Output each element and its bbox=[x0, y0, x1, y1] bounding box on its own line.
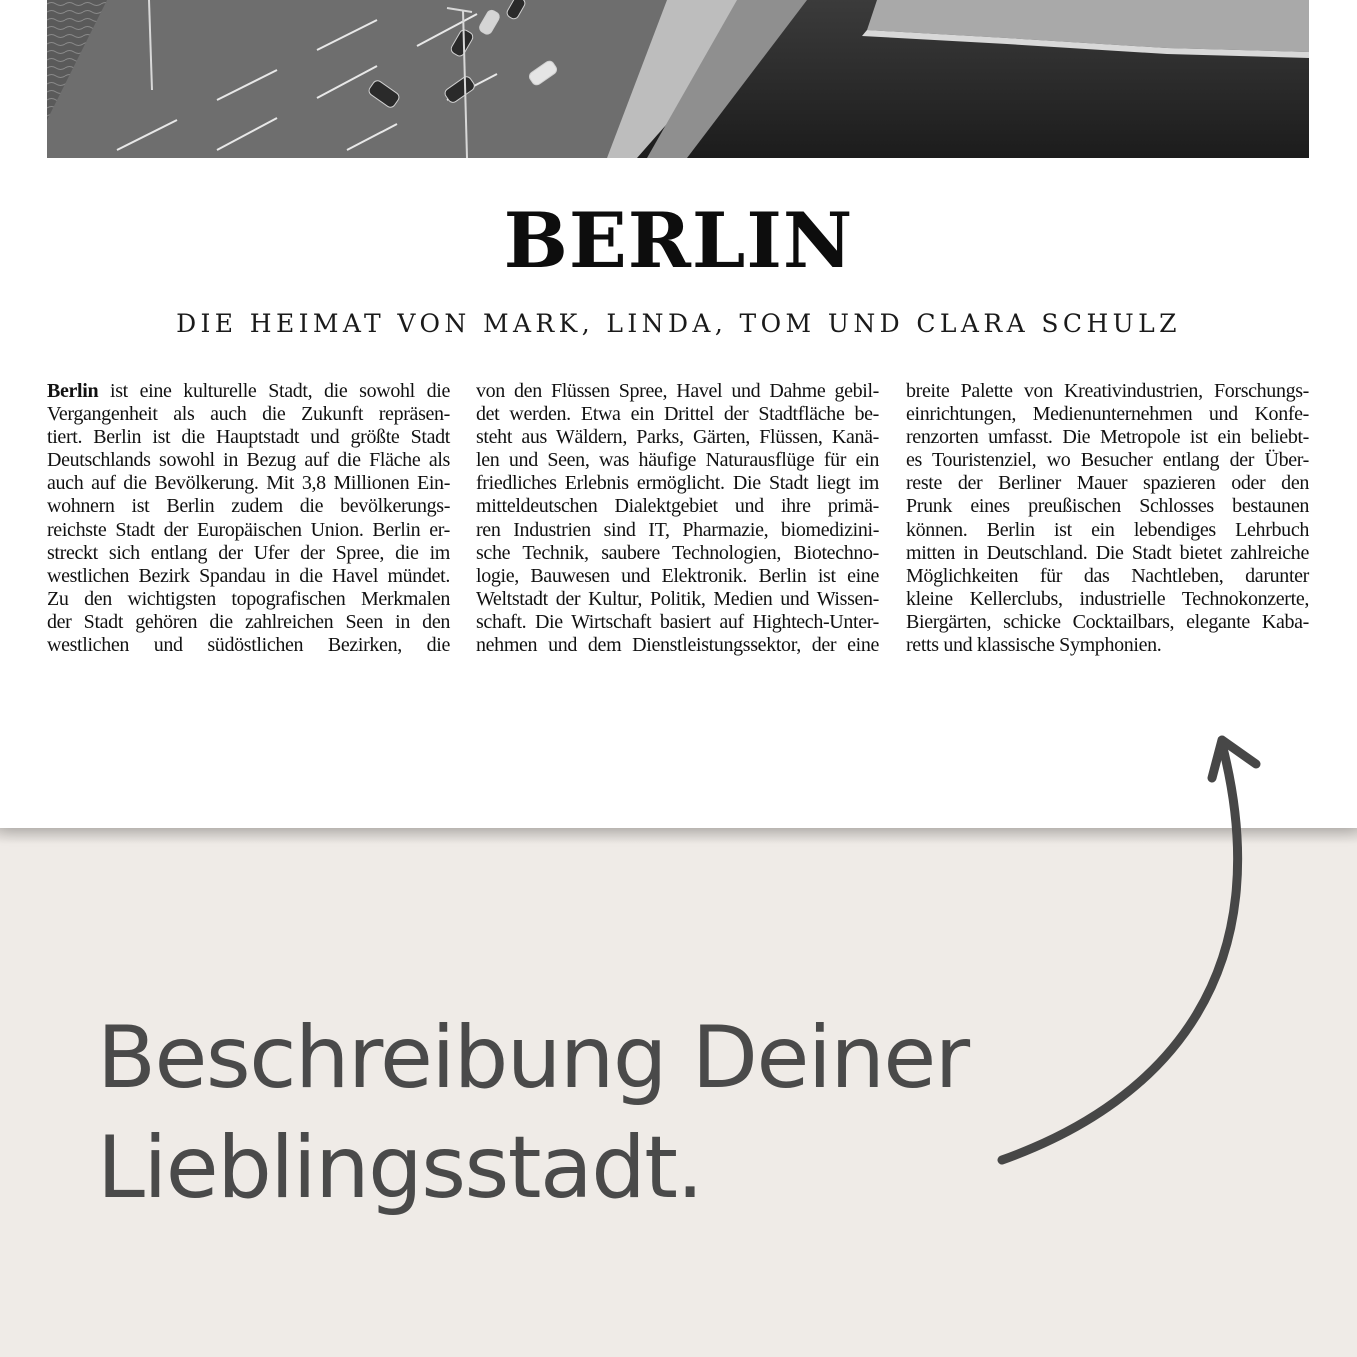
column-line: friedliches Erlebnis ermöglicht. Die Stadt liegt im bbox=[476, 472, 879, 495]
column-line: der Stadt gehören die zahlreichen Seen in den bbox=[47, 610, 450, 633]
column-line: mitteldeutschen Dialektgebiet und ihre primä- bbox=[476, 495, 879, 518]
caption-line-1: Beschreibung Deiner bbox=[97, 1008, 969, 1108]
column-line: westlichen und südöstlichen Bezirken, die bbox=[47, 634, 450, 657]
column-line: ren Industrien sind IT, Pharmazie, biomedizini- bbox=[476, 518, 879, 541]
column-line: es Touristenziel, wo Besucher entlang der Über- bbox=[906, 449, 1309, 472]
column-line: steht aus Wäldern, Parks, Gärten, Flüssen, Kanä- bbox=[476, 426, 879, 449]
text-column-3 bbox=[906, 380, 1309, 657]
caption bbox=[97, 1003, 997, 1223]
lead-word: Berlin bbox=[47, 380, 99, 402]
column-line: auch auf die Bevölkerung. Mit 3,8 Millionen Ein- bbox=[47, 472, 450, 495]
column-line: nehmen und dem Dienstleistungssektor, der eine bbox=[476, 634, 879, 657]
column-line: können. Berlin ist ein lebendiges Lehrbuch bbox=[906, 518, 1309, 541]
column-line: einrichtungen, Medienunternehmen und Konfe- bbox=[906, 403, 1309, 426]
column-line: von den Flüssen Spree, Havel und Dahme gebil- bbox=[476, 380, 879, 402]
column-line: reste der Berliner Mauer spazieren oder den bbox=[906, 472, 1309, 495]
column-line: Vergangenheit als auch die Zukunft repräsen- bbox=[47, 403, 450, 426]
column-line: retts und klassische Symphonien. bbox=[906, 634, 1162, 657]
poster-title: BERLIN bbox=[503, 196, 854, 285]
curved-arrow-icon bbox=[990, 720, 1280, 1180]
column-line: sche Technik, saubere Technologien, Biotechno- bbox=[476, 541, 879, 564]
text-column-2 bbox=[476, 380, 879, 657]
city-photo bbox=[47, 0, 1309, 158]
column-line: logie, Bauwesen und Elektronik. Berlin ist eine bbox=[476, 564, 879, 587]
column-line: Zu den wichtigsten topografischen Merkmalen bbox=[47, 587, 450, 610]
column-line: Weltstadt der Kultur, Politik, Medien und Wissen- bbox=[476, 587, 879, 610]
poster-subtitle: DIE HEIMAT VON MARK, LINDA, TOM UND CLARA SCHULZ bbox=[176, 309, 1181, 338]
column-line: len und Seen, was häufige Naturausflüge für ein bbox=[476, 449, 879, 472]
column-line: schaft. Die Wirtschaft basiert auf Hightech-Unter- bbox=[476, 610, 879, 633]
column-line: streckt sich entlang der Ufer der Spree, die im bbox=[47, 541, 450, 564]
text-column-1 bbox=[47, 380, 450, 657]
column-line: Prunk eines preußischen Schlosses bestaunen bbox=[906, 495, 1309, 518]
column-line: westlichen Bezirk Spandau in die Havel mündet. bbox=[47, 564, 450, 587]
column-line: kleine Kellerclubs, industrielle Technokonzerte, bbox=[906, 587, 1309, 610]
column-line: Berlin ist eine kulturelle Stadt, die sowohl die bbox=[47, 380, 450, 402]
column-line: mitten in Deutschland. Die Stadt bietet zahlreiche bbox=[906, 541, 1309, 564]
column-line: renzorten umfasst. Die Metropole ist ein beliebt- bbox=[906, 426, 1309, 449]
column-line: tiert. Berlin ist die Hauptstadt und größte Stadt bbox=[47, 426, 450, 449]
column-line: Biergärten, schicke Cocktailbars, elegante Kaba- bbox=[906, 610, 1309, 633]
column-line: Deutschlands sowohl in Bezug auf die Fläche als bbox=[47, 449, 450, 472]
caption-line-2: Lieblingsstadt. bbox=[97, 1118, 703, 1218]
column-line: wohnern ist Berlin zudem die bevölkerungs- bbox=[47, 495, 450, 518]
column-line: Möglichkeiten für das Nachtleben, darunter bbox=[906, 564, 1309, 587]
column-line: reichste Stadt der Europäischen Union. Berlin er- bbox=[47, 518, 450, 541]
column-line: det werden. Etwa ein Drittel der Stadtfläche be- bbox=[476, 403, 879, 426]
column-line: breite Palette von Kreativindustrien, Forschungs- bbox=[906, 380, 1309, 402]
